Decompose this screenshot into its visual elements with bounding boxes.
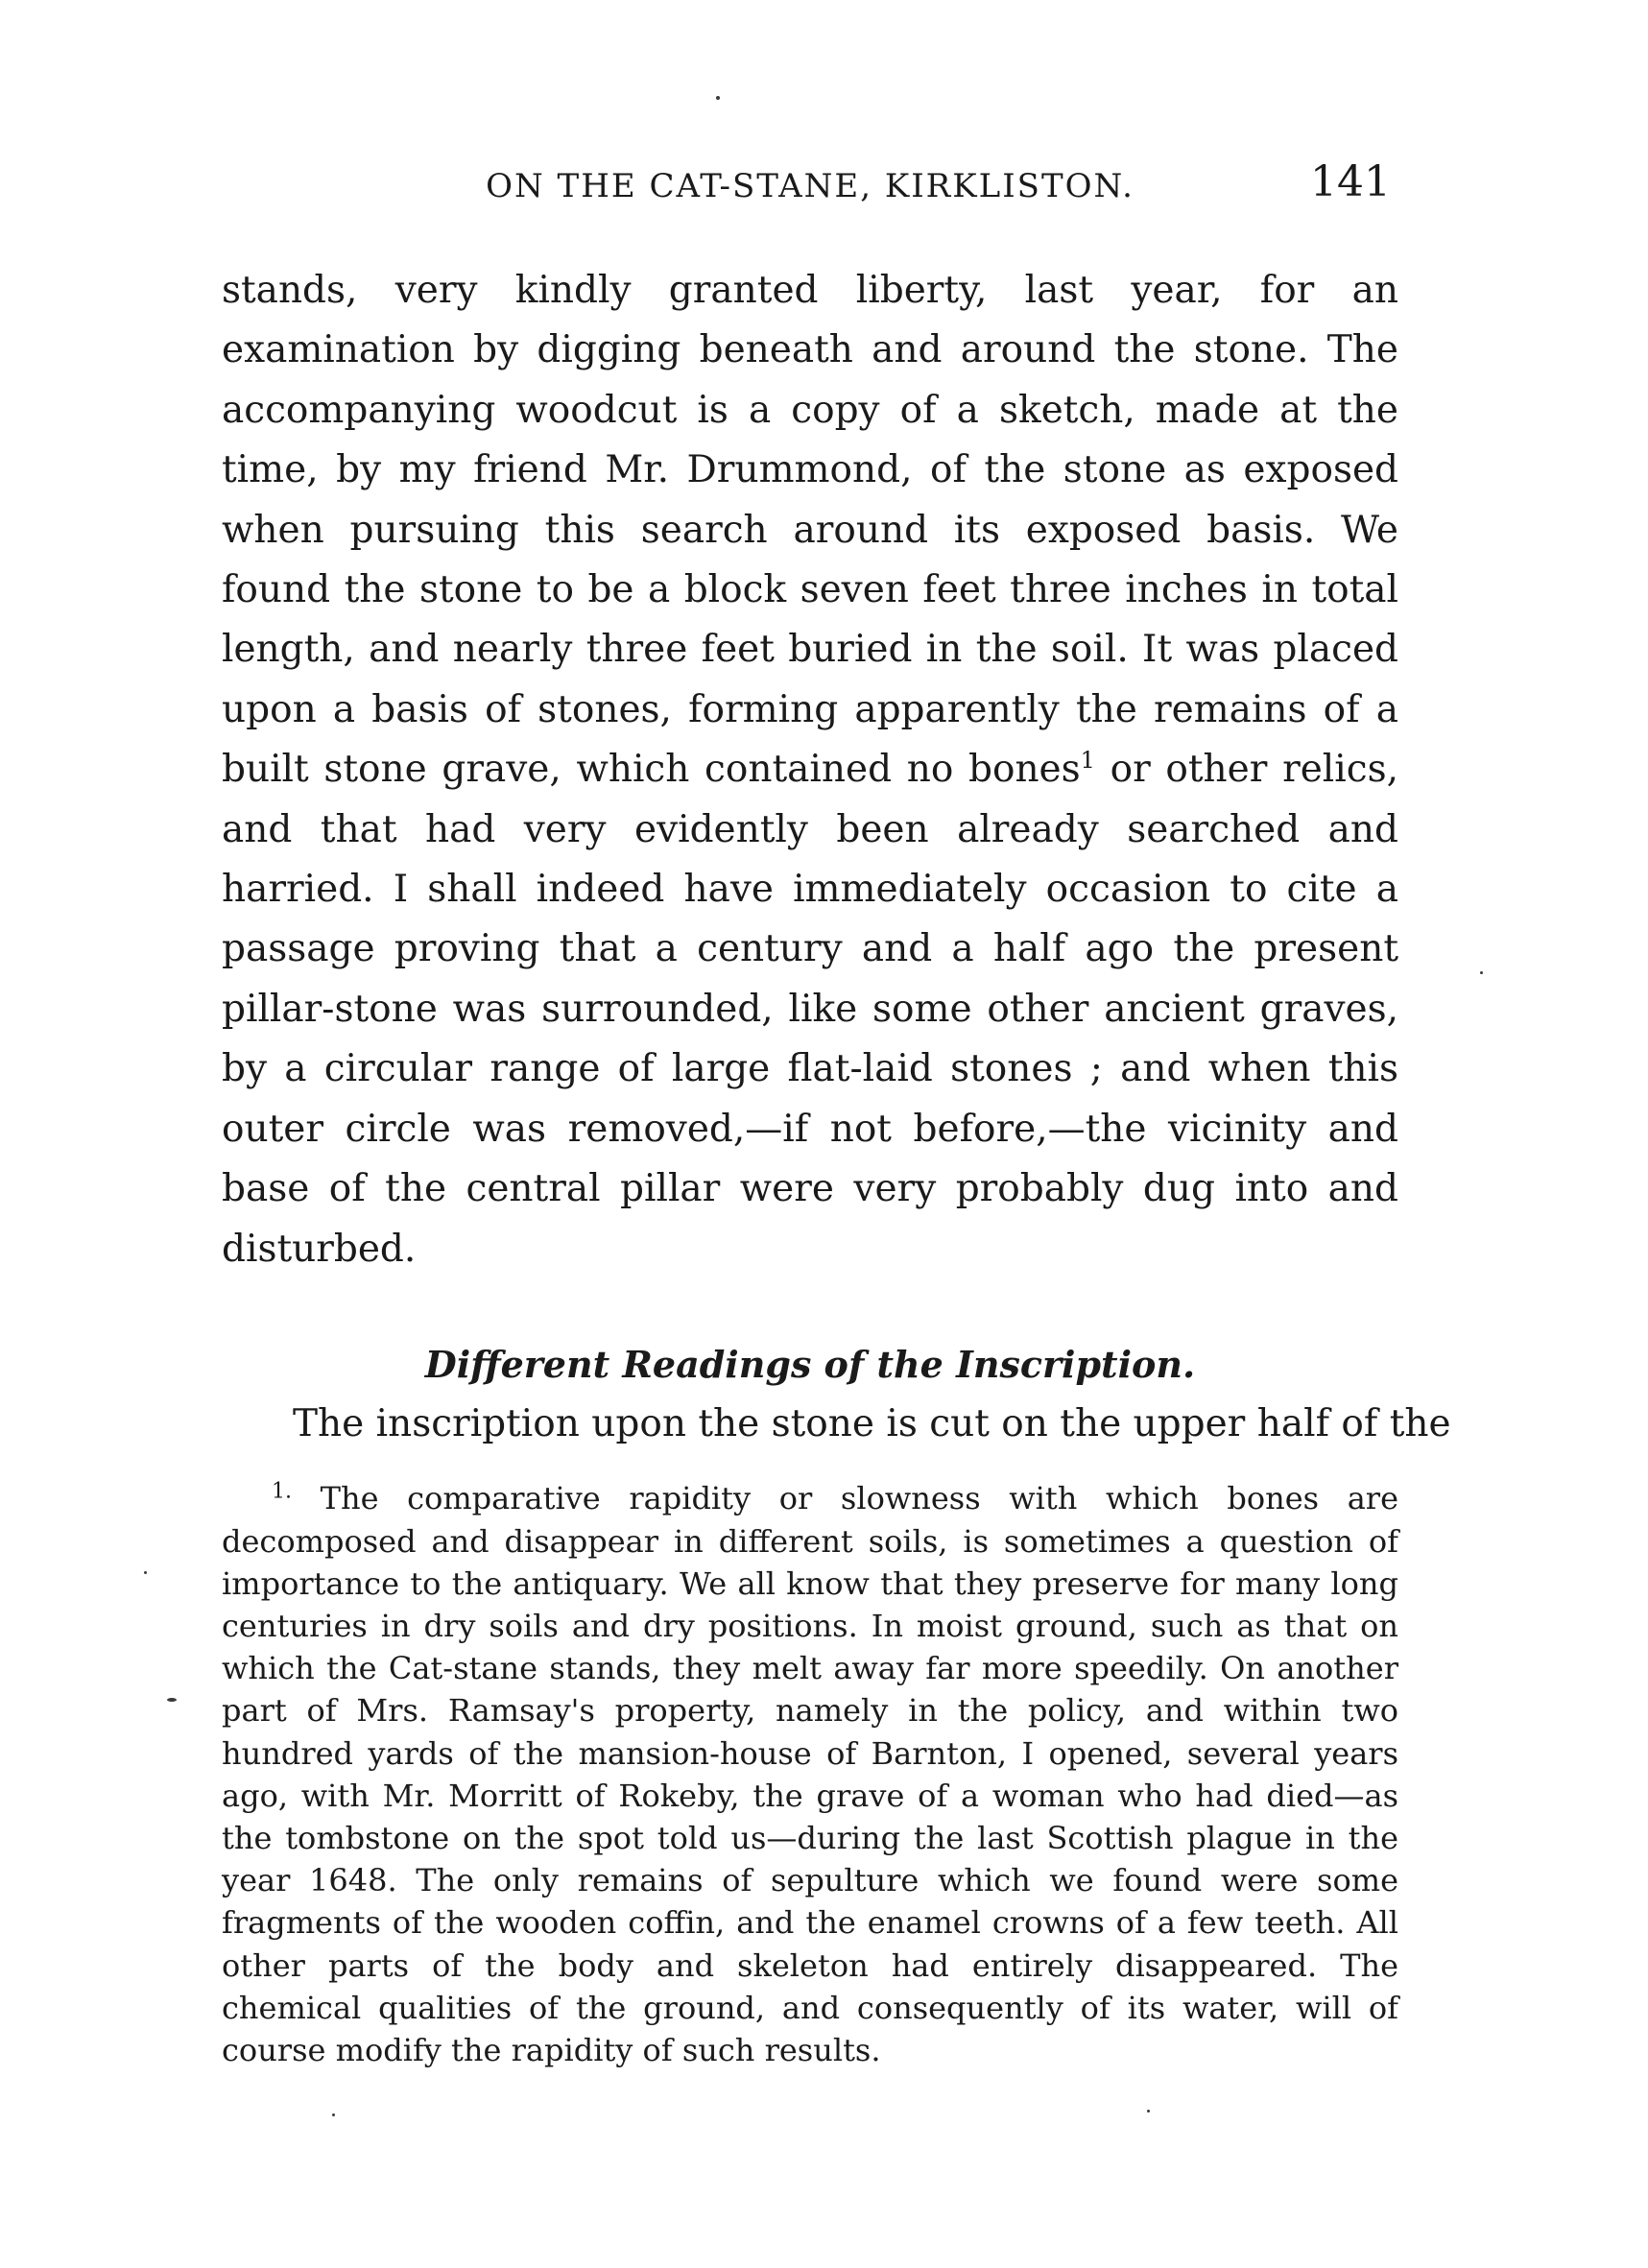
body-paragraph-text-part-1: stands, very kindly granted liberty, last year, for an examination by digging beneath and around the stone. The accompanying woodcut is a copy of a sketch, made at the time, by my friend Mr. Drummond, of the stone as exposed when pursuing this search around its exposed basis. We found the stone to be a block seven feet three inches in total length, and nearly three feet buried in the soil. It was placed upon a basis of stones, forming apparently the remains of a built stone grave, which contained no bones <box>222 269 1398 792</box>
print-speck <box>144 1571 147 1574</box>
section-heading: Different Readings of the Inscription. <box>424 1342 1196 1386</box>
footnote-reference: 1 <box>1080 747 1095 775</box>
section-intro-line: The inscription upon the stone is cut on the upper half of the <box>293 1401 1451 1445</box>
print-speck <box>1147 2110 1150 2113</box>
print-speck <box>167 1698 177 1702</box>
body-paragraph-text-part-2: or other relics, and that had very evidently been already searched and harried. I shall indeed have immediately occasion to cite a passage proving that a century and a half ago the present pillar-stone was surrounded, like some other ancient graves, by a circular range of large flat-laid stones ; and when this outer circle was removed,—if not before,—the vicinity and base of the central pillar were very probably dug into and disturbed. <box>222 748 1398 1271</box>
page-body <box>222 261 1451 2071</box>
body-paragraph <box>222 261 1398 1279</box>
page-header <box>222 157 1398 215</box>
page-number: 141 <box>1310 157 1391 206</box>
footnote <box>222 1477 1398 2071</box>
running-title: ON THE CAT-STANE, KIRKLISTON. <box>486 167 1134 205</box>
footnote-text: The comparative rapidity or slowness with which bones are decomposed and disappear in different soils, is sometimes a question of importance to the antiquary. We all know that they preserve for many long centuries in dry soils and dry positions. In moist ground, such as that on which the Cat-stane stands, they melt away far more speedily. On another part of Mrs. Ramsay's property, namely in the policy, and within two hundred yards of the mansion-house of Barnton, I opened, several years ago, with Mr. Morritt of Rokeby, the grave of a woman who had died—as the tombstone on the spot told us—during the last Scottish plague in the year 1648. The only remains of sepulture which we found were some fragments of the wooden coffin, and the enamel crowns of a few teeth. All other parts of the body and skeleton had entirely disappeared. The chemical qualities of the ground, and consequently of its water, will of course modify the rapidity of such results. <box>222 1480 1398 2068</box>
print-speck <box>716 96 720 100</box>
print-speck <box>1480 971 1483 974</box>
footnote-marker: 1. <box>272 1479 292 1504</box>
print-speck <box>332 2113 335 2116</box>
